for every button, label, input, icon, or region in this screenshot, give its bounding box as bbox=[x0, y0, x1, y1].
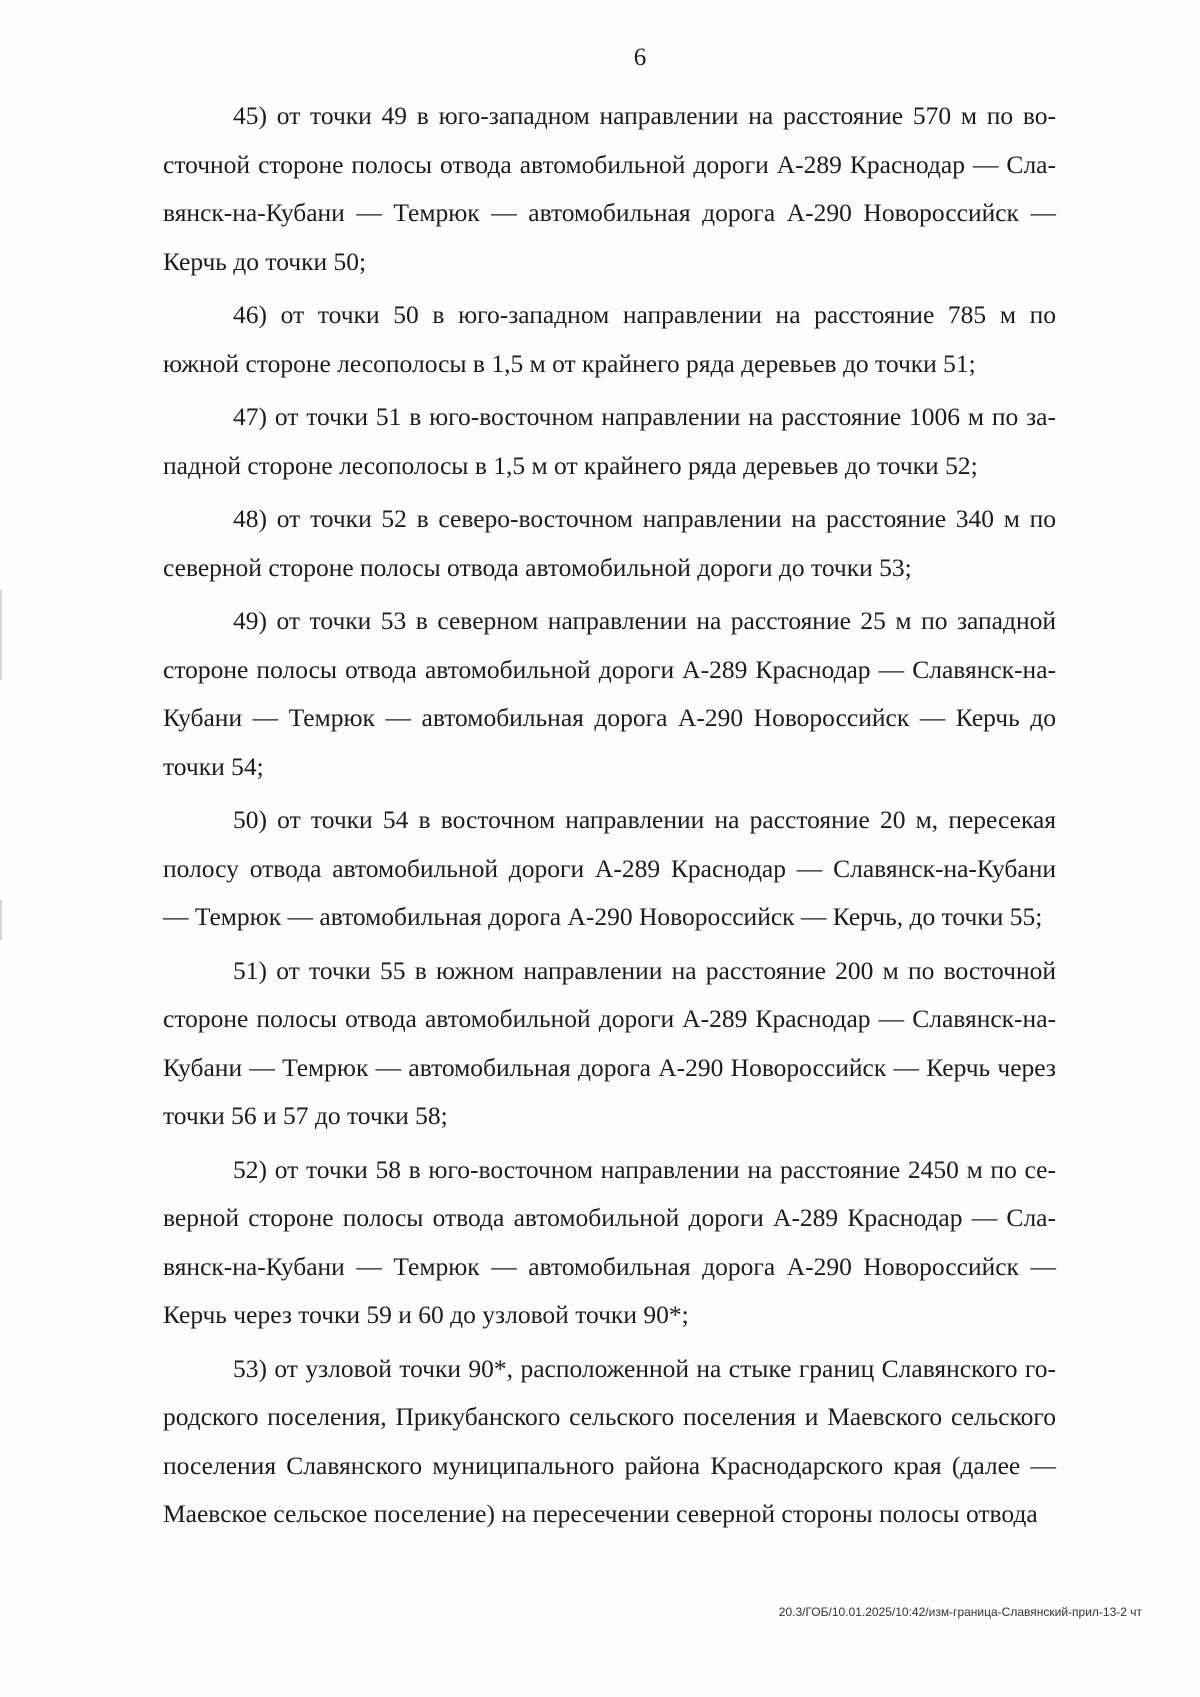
paragraph-47: 47) от точки 51 в юго-восточном направлении на расстояние 1006 м по западной стороне лесополосы в 1,5 м от крайнего ряда деревьев до точки 52; bbox=[163, 402, 1056, 480]
paragraph-49: 49) от точки 53 в северном направлении на расстояние 25 м по западной стороне полосы отвода автомобильной дороги А-289 Краснодар — Славянск-на-Кубани — Темрюк — автомобильная дорога А-290 Новороссийск — Керчь до точки 54; bbox=[163, 606, 1056, 781]
paragraph-51: 51) от точки 55 в южном направлении на расстояние 200 м по восточной стороне полосы отвода автомобильной дороги А-289 Краснодар — Славянск-на-Кубани — Темрюк — автомобильная дорога А-290 Новороссийск — Керчь через точки 56 и 57 до точки 58; bbox=[163, 955, 1056, 1130]
page-number: 6 bbox=[633, 44, 647, 71]
paragraph-48: 48) от точки 52 в северо-восточном направлении на расстояние 340 м по северной стороне полосы отвода автомобильной дороги до точки 53; bbox=[163, 504, 1056, 582]
scan-edge-mark bbox=[0, 900, 2, 940]
body-text bbox=[163, 92, 1056, 1544]
paragraph-45: 45) от точки 49 в юго-западном направлении на расстояние 570 м по восточной стороне полосы отвода автомобильной дороги А-289 Краснодар — Славянск-на-Кубани — Темрюк — автомобильная дорога А-290 Новороссийск — Керчь до точки 50; bbox=[163, 101, 1056, 276]
paragraph-53: 53) от узловой точки 90*, расположенной на стыке границ Славянского городского поселения, Прикубанского сельского поселения и Маевского сельского поселения Славянского муниципального района Краснодарского края (далее — Маевское сельское поселение) на пересечении северной стороны полосы отвода bbox=[163, 1353, 1056, 1528]
document-code-footer: 20.3/ГОБ/10.01.2025/10:42/изм-граница-Славянский-прил-13-2 чт bbox=[778, 1605, 1142, 1619]
paragraph-46: 46) от точки 50 в юго-западном направлении на расстояние 785 м по южной стороне лесополосы в 1,5 м от крайнего ряда деревьев до точки 51; bbox=[163, 300, 1056, 378]
paragraph-50: 50) от точки 54 в восточном направлении на расстояние 20 м, пересекая полосу отвода автомобильной дороги А-289 Краснодар — Славянск-на-Кубани — Темрюк — автомобильная дорога А-290 Новороссийск — Керчь, до точки 55; bbox=[163, 805, 1056, 931]
paragraph-52: 52) от точки 58 в юго-восточном направлении на расстояние 2450 м по северной стороне полосы отвода автомобильной дороги А-289 Краснодар — Славянск-на-Кубани — Темрюк — автомобильная дорога А-290 Новороссийск — Керчь через точки 59 и 60 до узловой точки 90*; bbox=[163, 1154, 1056, 1329]
scan-edge-mark bbox=[0, 590, 2, 680]
